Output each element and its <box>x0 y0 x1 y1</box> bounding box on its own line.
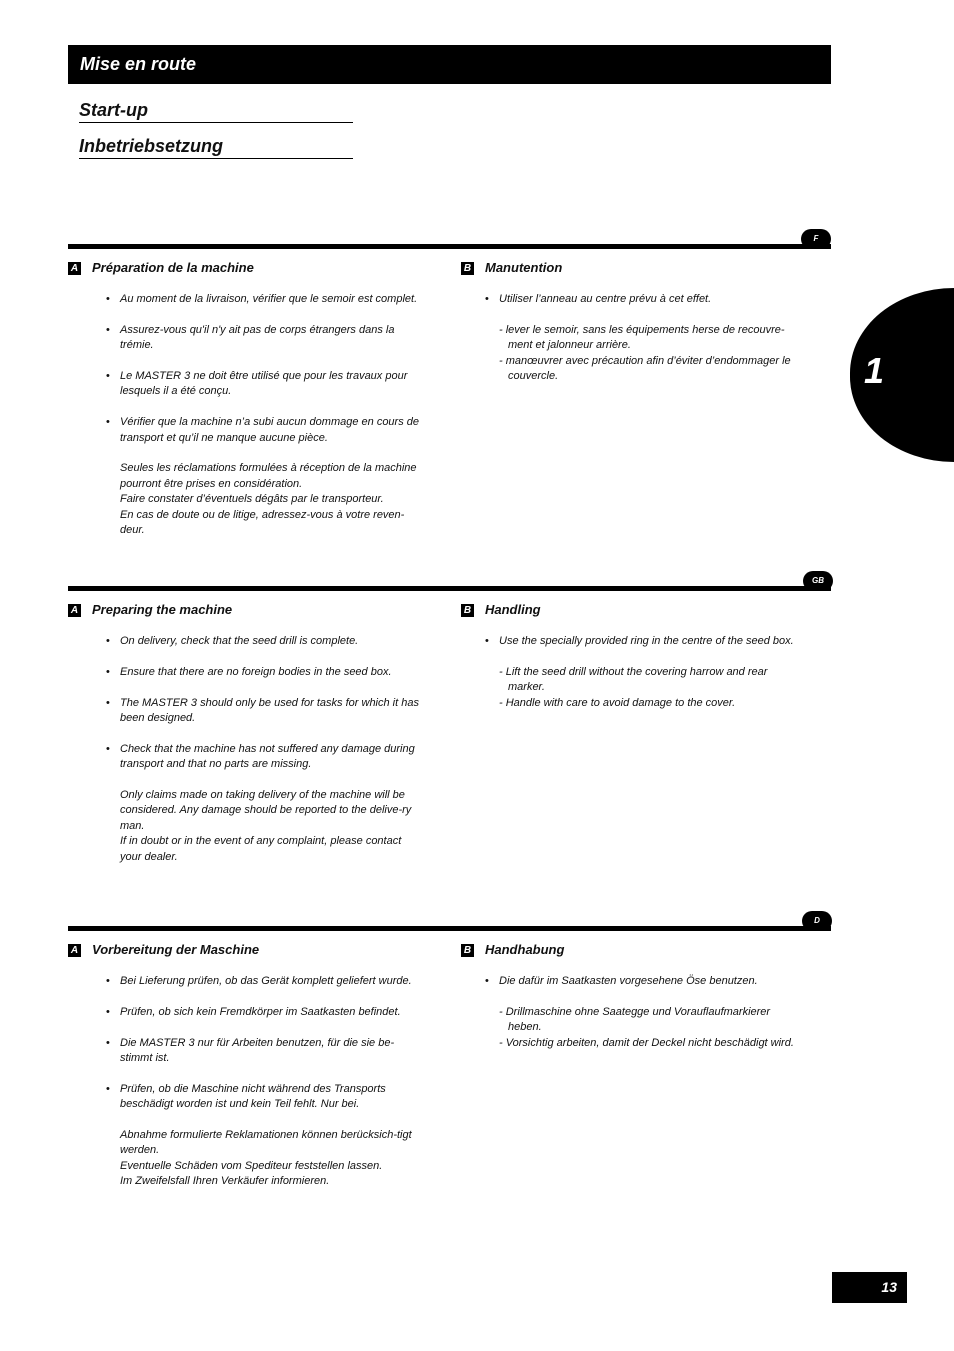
section-heading <box>461 942 811 960</box>
label-box: A <box>68 262 81 275</box>
list-item: • The MASTER 3 should only be used for tasks for which it has been designed. <box>106 696 424 727</box>
dash-item: - lever le semoir, sans les équipements herse de recouvre-ment et jalonneur arrière. <box>499 323 785 352</box>
note-line: Faire constater d’éventuels dégâts par le transporteur. <box>120 493 384 506</box>
label-box: B <box>461 944 474 957</box>
dash-item: - Drillmaschine ohne Saategge und Vorauflaufmarkierer heben. <box>499 1005 771 1034</box>
subtitle-de: Inbetriebsetzung <box>79 136 353 159</box>
language-badge-gb: GB <box>803 571 833 591</box>
page-number: 13 <box>881 1279 897 1295</box>
section-d-col-b <box>461 942 811 1049</box>
list-item: • Bei Lieferung prüfen, ob das Gerät komplett geliefert wurde. <box>106 974 424 989</box>
section-f-col-b <box>461 260 811 383</box>
dash-item: - manœuvrer avec précaution afin d’éviter d’endommager le couvercle. <box>499 354 791 383</box>
note-line: Abnahme formulierte Reklamationen können berücksich-tigt werden. <box>120 1129 412 1157</box>
list-item: • Assurez-vous qu'il n'y ait pas de corps étrangers dans la trémie. <box>106 323 424 354</box>
section-title: Préparation de la machine <box>92 260 254 275</box>
section-d-col-a <box>68 942 418 1188</box>
list-item: • Prüfen, ob die Maschine nicht während des Transports beschädigt worden ist und kein Teil fehlt. Nur bei. <box>106 1082 424 1113</box>
list-item: • Ensure that there are no foreign bodies in the seed box. <box>106 665 424 680</box>
section-heading <box>461 260 811 278</box>
section-heading <box>68 602 418 620</box>
section-rule-f <box>68 244 831 249</box>
language-badge-f: F <box>801 229 831 249</box>
note-line: Eventuelle Schäden vom Spediteur feststellen lassen. <box>120 1159 383 1172</box>
note-line: Only claims made on taking delivery of the machine will be considered. Any damage should be reported to the delive-ry man. <box>120 789 412 832</box>
list-item: • Au moment de la livraison, vérifier que le semoir est complet. <box>106 292 424 307</box>
label-box: A <box>68 604 81 617</box>
section-heading <box>461 602 811 620</box>
section-heading <box>68 260 418 278</box>
section-rule-d <box>68 926 831 931</box>
section-f-col-a <box>68 260 420 537</box>
chapter-tab <box>850 288 954 462</box>
label-box: B <box>461 604 474 617</box>
section-gb-col-a <box>68 602 419 863</box>
note-line: Im Zweifelsfall Ihren Verkäufer informieren. <box>120 1175 330 1188</box>
chapter-title: Mise en route <box>80 54 197 74</box>
language-badge-d: D <box>802 911 832 931</box>
section-title: Preparing the machine <box>92 602 233 617</box>
dash-item: - Lift the seed drill without the covering harrow and rear marker. <box>499 665 768 694</box>
list-item: • Utiliser l’anneau au centre prévu à cet effet. <box>485 292 803 307</box>
list-item: • Vérifier que la machine n’a subi aucun dommage en cours de transport et qu’il ne manque aucune pièce. <box>106 415 424 446</box>
section-title: Vorbereitung der Maschine <box>92 942 260 957</box>
section-title: Handhabung <box>485 942 565 957</box>
list-item: • Prüfen, ob sich kein Fremdkörper im Saatkasten befindet. <box>106 1005 424 1020</box>
label-box: B <box>461 262 474 275</box>
list-item: • Die dafür im Saatkasten vorgesehene Öse benutzen. <box>485 974 803 989</box>
list-item: • Use the specially provided ring in the centre of the seed box. <box>485 634 803 649</box>
section-title: Handling <box>485 602 541 617</box>
list-item: • On delivery, check that the seed drill is complete. <box>106 634 424 649</box>
list-item: • Die MASTER 3 nur für Arbeiten benutzen, für die sie be-stimmt ist. <box>106 1036 424 1067</box>
section-title: Manutention <box>485 260 563 275</box>
section-gb-col-b <box>461 602 811 709</box>
page-number-box <box>832 1272 907 1303</box>
dash-item: - Handle with care to avoid damage to the cover. <box>499 696 736 709</box>
chapter-number: 1 <box>864 350 885 391</box>
subtitle-en: Start-up <box>79 100 353 123</box>
note-line: En cas de doute ou de litige, adressez-vous à votre reven-deur. <box>120 508 405 537</box>
chapter-header <box>68 45 831 84</box>
note-line: Seules les réclamations formulées à réception de la machine pourront être prises en considération. <box>120 462 417 490</box>
section-heading <box>68 942 418 960</box>
list-item: • Le MASTER 3 ne doit être utilisé que pour les travaux pour lesquels il a été conçu. <box>106 369 424 400</box>
section-rule-gb <box>68 586 831 591</box>
dash-item: - Vorsichtig arbeiten, damit der Deckel nicht beschädigt wird. <box>499 1036 794 1049</box>
list-item: • Check that the machine has not suffered any damage during transport and that no parts are missing. <box>106 742 424 773</box>
note-line: If in doubt or in the event of any complaint, please contact your dealer. <box>120 835 402 863</box>
label-box: A <box>68 944 81 957</box>
